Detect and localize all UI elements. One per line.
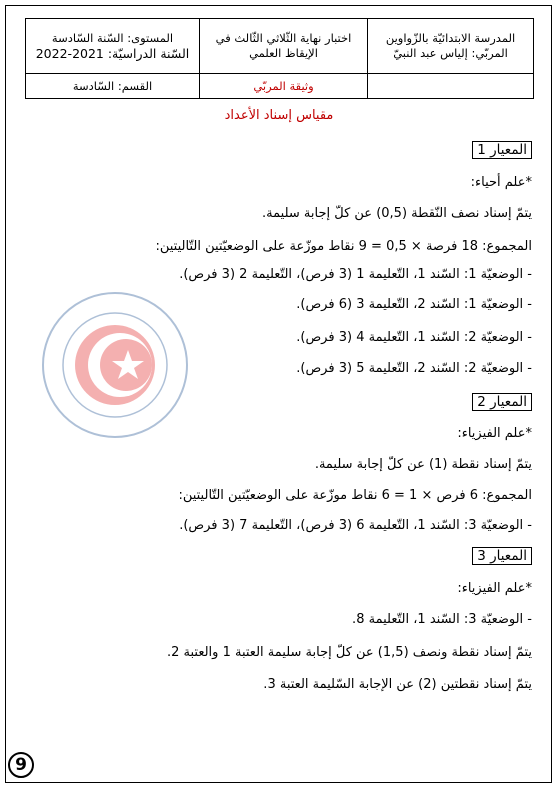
c3-line-1: *علم الفيزياء: — [457, 581, 532, 596]
c3-line-4: يتمّ إسناد نقطتين (2) عن الإجابة السّليمة العتبة 3. — [263, 677, 532, 692]
c1-line-1: *علم أحياء: — [470, 175, 532, 190]
c3-line-3: يتمّ إسناد نقطة ونصف (1,5) عن كلّ إجابة سليمة العتبة 1 والعتبة 2. — [166, 645, 532, 660]
section-label: القسم: السّادسة — [26, 74, 200, 99]
school-cell — [368, 19, 534, 74]
level-label: المستوى: السّنة السّادسة — [51, 31, 174, 45]
c3-line-2: - الوضعيّة 3: السّند 1، التّعليمة 8. — [352, 612, 532, 627]
c2-line-1: *علم الفيزياء: — [457, 426, 532, 441]
level-cell — [26, 19, 200, 74]
school-year: السّنة الدراسيّة: 2021-2022 — [35, 46, 190, 61]
c1-line-3: المجموع: 18 فرصة × 0,5 = 9 نقاط موزّعة على الوضعيّتين التّاليتين: — [155, 239, 532, 254]
c1-line-2: يتمّ إسناد نصف النّقطة (0,5) عن كلّ إجابة سليمة. — [262, 206, 532, 221]
school-stamp — [40, 290, 190, 440]
c1-line-7: - الوضعيّة 2: السّند 2، التّعليمة 5 (3 فرص). — [296, 361, 532, 376]
school-name: المدرسة الابتدائيّة بالزّواوين — [385, 31, 516, 45]
criterion-1-label: المعيار 1 — [472, 141, 532, 159]
c1-line-4: - الوضعيّة 1: السّند 1، التّعليمة 1 (3 فرص)، التّعليمة 2 (3 فرص). — [179, 267, 532, 282]
criterion-3-label: المعيار 3 — [472, 547, 532, 565]
exam-cell — [200, 19, 368, 74]
c1-line-5: - الوضعيّة 1: السّند 2، التّعليمة 3 (6 فرص). — [296, 297, 532, 312]
exam-subject: الإيقاظ العلمي — [249, 46, 318, 60]
teacher-name: المربّي: إلياس عبد النبيّ — [393, 46, 508, 60]
exam-title: اختبار نهاية الثّلاثي الثّالث في — [215, 31, 352, 45]
doc-type: وثيقة المربّي — [200, 74, 368, 99]
c1-line-6: - الوضعيّة 2: السّند 1، التّعليمة 4 (3 فرص). — [296, 330, 532, 345]
criterion-2-label: المعيار 2 — [472, 393, 532, 411]
blank-cell — [368, 74, 534, 99]
page-number: 9 — [8, 752, 34, 778]
c2-line-3: المجموع: 6 فرص × 1 = 6 نقاط موزّعة على الوضعيّتين التّاليتين: — [178, 488, 532, 503]
page-title: مقياس إسناد الأعداد — [224, 108, 334, 123]
c2-line-4: - الوضعيّة 3: السّند 1، التّعليمة 6 (3 فرص)، التّعليمة 7 (3 فرص). — [179, 518, 532, 533]
header-table — [25, 18, 534, 99]
c2-line-2: يتمّ إسناد نقطة (1) عن كلّ إجابة سليمة. — [314, 457, 532, 472]
